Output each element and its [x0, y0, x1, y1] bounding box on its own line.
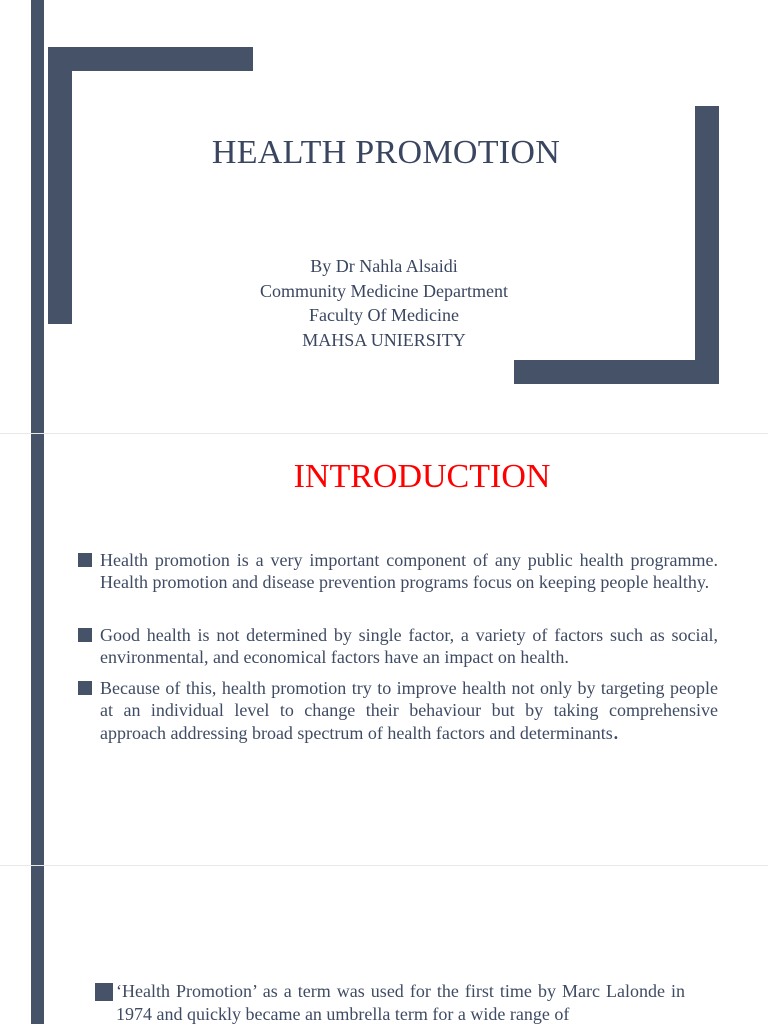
list-item — [95, 980, 685, 1024]
bullet-text: Health promotion is a very important component of any public health programme. Health promotion and disease prevention programs focus on keeping people healthy. — [100, 550, 718, 592]
left-accent-bar — [31, 0, 44, 433]
list-item — [78, 549, 718, 593]
faculty-line: Faculty Of Medicine — [309, 305, 459, 325]
square-bullet-icon — [78, 628, 92, 642]
bullet-period: . — [612, 719, 619, 745]
bullet-text: ‘Health Promotion’ as a term was used for the first time by Marc Lalonde in 1974 and quickly became an umbrella term for a wide range of — [116, 981, 685, 1024]
university-line: MAHSA UNIERSITY — [302, 330, 466, 350]
introduction-heading: INTRODUCTION — [293, 458, 551, 495]
bullet-text: Because of this, health promotion try to improve health not only by targeting people at an individual level to change their behaviour but by taking comprehensive approach addressing broad spectrum of health factors and determinants — [100, 678, 718, 743]
square-bullet-icon — [78, 553, 92, 567]
square-bullet-icon — [95, 983, 113, 1001]
title-slide — [0, 0, 768, 433]
square-bullet-icon — [78, 681, 92, 695]
department-line: Community Medicine Department — [260, 281, 508, 301]
list-item — [78, 677, 718, 744]
bottom-right-bracket-horizontal — [514, 360, 719, 384]
left-accent-bar — [31, 866, 44, 1024]
introduction-slide — [0, 434, 768, 865]
author-line: By Dr Nahla Alsaidi — [310, 256, 458, 276]
left-accent-bar — [31, 434, 44, 865]
slide-title: HEALTH PROMOTION — [211, 134, 561, 171]
top-left-bracket-horizontal — [48, 47, 253, 71]
history-slide — [0, 866, 768, 1024]
list-item — [78, 624, 718, 668]
bullet-text: Good health is not determined by single factor, a variety of factors such as social, environmental, and economical factors have an impact on health. — [100, 625, 718, 667]
